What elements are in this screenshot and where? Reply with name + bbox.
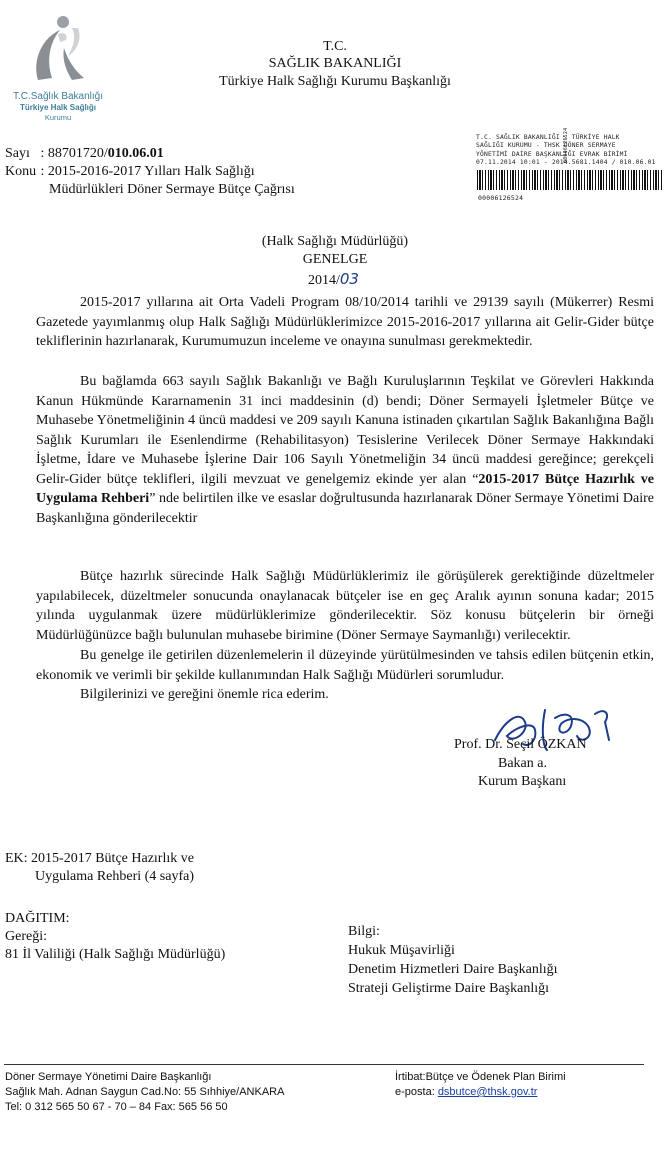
signatory-role2: Kurum Başkanı [478, 774, 567, 789]
logo-line3: Kurumu [44, 113, 72, 122]
attachment-line2: Uygulama Rehberi (4 sayfa) [35, 869, 194, 884]
header-institution: Türkiye Halk Sağlığı Kurumu Başkanlığı [219, 74, 451, 89]
paragraph-4 [36, 646, 654, 685]
gereg-label: Gereği: [5, 929, 47, 944]
footer-email-label: e-posta: [395, 1086, 438, 1098]
guide-name: 2015-2017 Bütçe Hazırlık ve Uygulama Rehberi [36, 471, 654, 506]
barcode [477, 170, 662, 190]
footer-divider [4, 1064, 644, 1065]
logo-line2: Türkiye Halk Sağlığı [19, 103, 97, 112]
logo-line1: T.C.Sağlık Bakanlığı [12, 91, 104, 102]
sayi-prefix: : 88701720/ [40, 146, 108, 161]
distribution-title: DAĞITIM: [5, 911, 70, 926]
bilgi-item: Strateji Geliştirme Daire Başkanlığı [348, 981, 550, 996]
bilgi-item: Denetim Hizmetleri Daire Başkanlığı [348, 962, 558, 977]
header-ministry: SAĞLIK BAKANLIĞI [268, 56, 402, 71]
email-link[interactable]: dsbutce@thsk.gov.tr [437, 1086, 538, 1098]
unit-title: (Halk Sağlığı Müdürlüğü) [261, 234, 409, 249]
gereg-item: 81 İl Valiliği (Halk Sağlığı Müdürlüğü) [5, 947, 226, 962]
paragraph-1-text: 2015-2017 yıllarına ait Orta Vadeli Program 08/10/2014 tarihli ve 29139 sayılı (Mükerrer) Resmi Gazetede yayımlanmış olup Halk Sağlığı Müdürlüklerimizce 2015-2016-2017 yıllarına ait Gelir-Gider bütçe tekliflerinin hazırlanarak, Kurumumuzun inceleme ve onayına sunulması gerekmektedir. [36, 295, 654, 349]
genelge-number-handwritten: 03 [339, 270, 359, 288]
thsk-logo-icon [8, 8, 108, 88]
konu-label: Konu [5, 164, 37, 179]
stamp-line1: T.C. SAĞLIK BAKANLIĞI - TÜRKİYE HALK [476, 134, 620, 141]
footer-address: Sağlık Mah. Adnan Saygun Cad.No: 55 Sıhhiye/ANKARA [5, 1086, 285, 1098]
paragraph-4-text: Bu genelge ile getirilen düzenlemelerin il düzeyinde yürütülmesinden ve tahsis edilen bütçenin etkin, ekonomik ve verimli bir şekilde kullanımından Halk Sağlığı Müdürleri sorumludur. [36, 648, 654, 683]
konu-line1: : 2015-2016-2017 Yılları Halk Sağlığı [40, 164, 255, 179]
footer-contact: İrtibat:Bütçe ve Ödenek Plan Birimi [395, 1071, 566, 1083]
paragraph-2-text-before: Bu bağlamda 663 sayılı Sağlık Bakanlığı ve Bağlı Kuruluşlarının Teşkilat ve Görevleri Hakkında Kanun Hükmünde Kararnamenin 31 inci maddesinin (d) bendi; Döner Sermayeli İşletmeler Bütçe ve Muhasebe Yönetmeliğinin 4 üncü maddesi ve 209 sayılı Kanuna istinaden çıkartılan Sağlık Bakanlığına Bağlı Sağlık Kurumları ile Esenlendirme (Rehabilitasyon) Tesislerine Verilecek Döner Sermaye Hakkındaki İşletme, İdare ve Muhasebe İşlerine Dair 106 Sayılı Yönetmeliğin 34 üncü maddesi gereğince; gerekçeli Gelir-Gider bütçe teklifleri, ilgili mevzuat ve genelgemiz ekinde yer alan “ [36, 374, 654, 487]
footer-phone: Tel: 0 312 565 50 67 - 70 – 84 Fax: 565 56 50 [5, 1101, 228, 1113]
genelge-number [308, 270, 359, 289]
stamp-line3: YÖNETİMİ DAİRE BAŞKANLIĞI EVRAK BİRİMİ [476, 150, 628, 158]
bilgi-label: Bilgi: [348, 924, 380, 939]
signatory-role1: Bakan a. [498, 756, 547, 771]
paragraph-3-text: Bütçe hazırlık sürecinde Halk Sağlığı Müdürlüklerimiz ile görüşülerek gerektiğinde düzeltmeler yapılabilecek, düzeltmeler sonucunda onaylanacak bütçeler ise en geç Aralık ayının sonuna kadar; 2015 yılında uygulanmak üzere müdürlüklerimize gönderilecektir. Söz konusu bütçelerin bir örneği Müdürlüğünüzce bağlı bulunulan muhasebe birimine (Döner Sermaye Saymanlığı) verilecektir. [36, 569, 654, 643]
stamp-line2: SAĞLIĞI KURUMU - THSK DÖNER SERMAYE [476, 142, 616, 150]
footer-email-row [395, 1086, 537, 1098]
thsk-logo [8, 8, 108, 126]
bilgi-item: Hukuk Müşavirliği [348, 943, 455, 958]
sayi-code: 010.06.01 [107, 146, 164, 161]
footer-dept: Döner Sermaye Yönetimi Daire Başkanlığı [5, 1071, 212, 1083]
genelge-title: GENELGE [302, 252, 368, 267]
paragraph-1 [36, 293, 654, 352]
paragraph-2 [36, 372, 654, 528]
signatory-name: Prof. Dr. Seçil ÖZKAN [454, 737, 587, 752]
konu-row [5, 164, 255, 180]
genelge-number-prefix: 2014/ [308, 273, 340, 288]
paragraph-3 [36, 567, 654, 645]
paragraph-2-text-after: ” nde belirtilen ilke ve esaslar doğrultusunda hazırlanarak Döner Sermaye Yönetimi Daire Başkanlığına gönderilecektir [36, 491, 654, 526]
konu-line2: Müdürlükleri Döner Sermaye Bütçe Çağrısı [49, 182, 295, 197]
sayi-row [5, 146, 164, 162]
evrak-stamp [476, 134, 666, 167]
header-tc: T.C. [323, 39, 347, 54]
sayi-label: Sayı [5, 146, 30, 161]
paragraph-5-text: Bilgilerinizi ve gereğini önemle rica ederim. [80, 687, 329, 702]
barcode-small-number: 00006126524 [563, 127, 569, 163]
barcode-number: 00006126524 [478, 194, 524, 202]
stamp-line4: 07.11.2014 10:01 - 2014.5681.1404 / 010.06.01 [476, 158, 656, 166]
attachment-line1: EK: 2015-2017 Bütçe Hazırlık ve [5, 851, 194, 866]
